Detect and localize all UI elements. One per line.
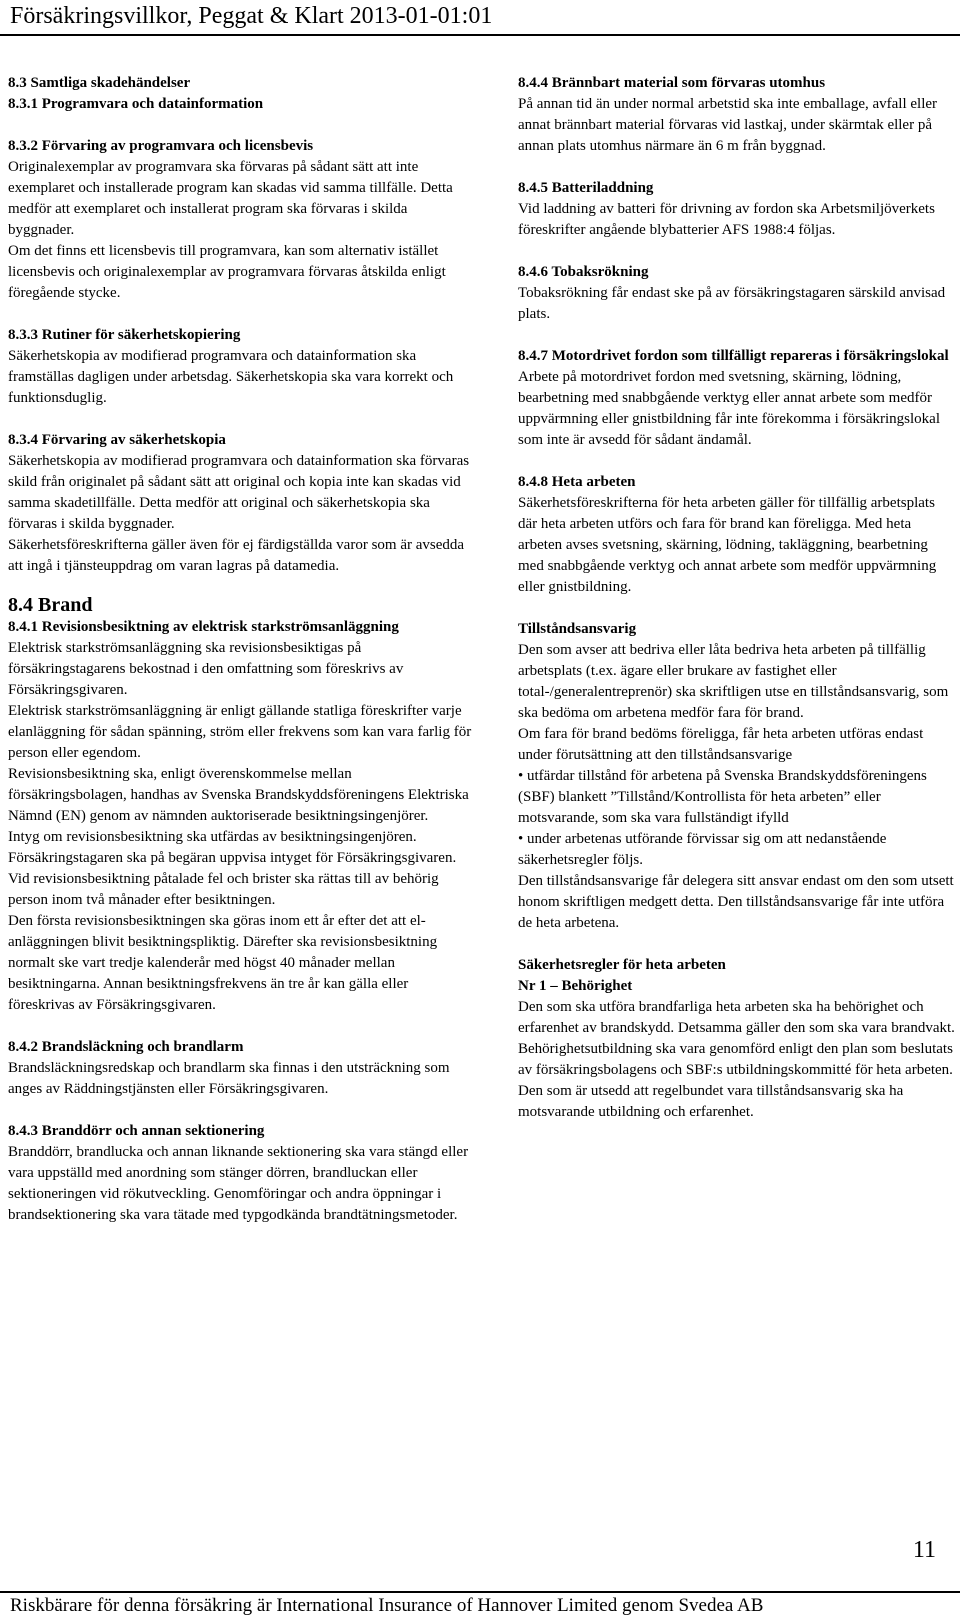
paragraph: • utfärdar tillstånd för arbetena på Svenska Brandskyddsföreningens (SBF) blankett ”Tillstånd/Kontrollista för heta arbeten” eller motsvarande, som ska vara fullständigt ifylld [518,768,927,826]
section-heading: 8.4.5 Batteriladdning [518,180,654,196]
section-heading: 8.4.2 Brandsläckning och brandlarm [8,1039,244,1055]
paragraph: På annan tid än under normal arbetstid ska inte emballage, avfall eller annat brännbart material förvaras vid lastkaj, under skärmtak eller på annan plats utomhus närmare än 6 m från byggnad. [518,96,938,154]
paragraph: Tobaksrökning får endast ske på av försäkringstagaren särskild anvisad plats. [518,285,946,322]
page-header: Försäkringsvillkor, Peggat & Klart 2013-01-01:01 [10,3,493,29]
page-number: 11 [912,1537,936,1563]
paragraph: Säkerhetsföreskrifterna gäller även för ej färdigställda varor som är avsedda att ingå i tjänsteuppdrag om varan lagras på datamedia. [8,537,465,574]
section-heading: 8.3.2 Förvaring av programvara och licensbevis [8,138,314,154]
page-footer: Riskbärare för denna försäkring är International Insurance of Hannover Limited genom Svedea AB [10,1595,764,1616]
paragraph: Säkerhetsföreskrifterna för heta arbeten gäller för tillfällig arbetsplats där heta arbeten utförs och fara för brand kan föreligga. Med heta arbeten avses svetsning, skärning, lödning, takläggning, bearbetning med snabbgående verktyg och annat arbete som medför uppvärmning eller gnistbildning. [518,495,937,595]
paragraph: Den som ska utföra brandfarliga heta arbeten ska ha behörighet och erfarenhet av brandskydd. Detsamma gäller den som ska vara brandvakt. Behörighetsutbildning ska vara genomförd enligt den plan som beslutats av försäkringsbolagens och SBF:s utbildningskommitté för heta arbeten. Den som är utsedd att regelbundet vara tillståndsansvarig ska ha motsvarande utbildning och erfarenhet. [518,999,955,1120]
header-rule [0,34,960,36]
paragraph: Branddörr, brandlucka och annan liknande sektionering ska vara stängd eller vara uppställd med anordning som stänger dörren, brandluckan eller sektioneringen vid rökutveckling. Genomföringar och andra öppningar i brandsektionering ska vara tätade med typgodkända brandtätningsmetoder. [8,1144,469,1223]
section-heading: 8.3 Samtliga skadehändelser [8,75,191,91]
section-heading: 8.4.3 Branddörr och annan sektionering [8,1123,265,1139]
section-heading: 8.3.4 Förvaring av säkerhetskopia [8,432,226,448]
section-heading: 8.4.1 Revisionsbesiktning av elektrisk starkströmsanläggning [8,619,399,635]
paragraph: Originalexemplar av programvara ska förvaras på sådant sätt att inte exemplaret och installerade program kan skadas vid samma tillfälle. Detta medför att exemplaret och installerat program ska förvaras i skilda byggnader. [8,159,453,238]
paragraph: Elektrisk starkströmsanläggning ska revisionsbesiktigas på försäkringstagarens bekostnad i den omfattning som föreskrivs av Försäkringsgivaren. [8,640,404,698]
paragraph: Säkerhetskopia av modifierad programvara och datainformation ska framställas dagligen under arbetsdag. Säkerhetskopia ska vara korrekt och funktionsduglig. [8,348,454,406]
paragraph: Arbete på motordrivet fordon med svetsning, skärning, lödning, bearbetning med snabbgående verktyg eller annat arbete som medför uppvärmning eller gnistbildning får inte förekomma i försäkringslokal som inte är avsedd för sådant ändamål. [518,369,940,448]
section-heading: 8.4.8 Heta arbeten [518,474,636,490]
paragraph: Intyg om revisionsbesiktning ska utfärdas av besiktningsingenjören. Försäkringstagaren ska på begäran uppvisa intyget för Försäkringsgivaren. [8,829,457,866]
section-heading: Tillståndsansvarig [518,621,637,637]
right-column [518,73,955,1123]
paragraph: Om det finns ett licensbevis till programvara, kan som alternativ istället licensbevis och originalexemplar av programvara förvaras åtskilda enligt föregående stycke. [8,243,446,301]
section-heading: 8.4 Brand [8,594,93,616]
section-heading: Säkerhetsregler för heta arbeten [518,957,726,973]
section-heading: 8.4.7 Motordrivet fordon som tillfälligt repareras i försäkringslokal [518,348,949,364]
paragraph: Den som avser att bedriva eller låta bedriva heta arbeten på tillfällig arbetsplats (t.ex. ägare eller brukare av fastighet eller total-/generalentreprenör) ska skriftligen utse en tillståndsansvarig, som ska bedöma om arbetena medför fara för brand. [518,642,949,721]
left-column [8,73,473,1226]
section-heading: 8.3.3 Rutiner för säkerhetskopiering [8,327,241,343]
section-heading: 8.3.1 Programvara och datainformation [8,96,264,112]
paragraph: Säkerhetskopia av modifierad programvara och datainformation ska förvaras skild från originalet på sådant sätt att original och kopia inte kan skadas vid samma skadetillfälle. Detta medför att original och säkerhetskopia ska förvaras i skilda byggnader. [8,453,470,532]
paragraph: Vid revisionsbesiktning påtalade fel och brister ska rättas till av behörig person inom två månader efter besiktningen. [8,871,439,908]
paragraph: Vid laddning av batteri för drivning av fordon ska Arbetsmiljöverkets föreskrifter angående blybatterier AFS 1988:4 följas. [518,201,935,238]
footer-rule [0,1591,960,1593]
section-heading: Nr 1 – Behörighet [518,978,633,994]
paragraph: • under arbetenas utförande förvissar sig om att nedanstående säkerhetsregler följs. [518,831,887,868]
paragraph: Brandsläckningsredskap och brandlarm ska finnas i den utsträckning som anges av Räddningstjänsten eller Försäkringsgivaren. [8,1060,450,1097]
paragraph: Om fara för brand bedöms föreligga, får heta arbeten utföras endast under förutsättning att den tillståndsansvarige [518,726,924,763]
paragraph: Revisionsbesiktning ska, enligt överenskommelse mellan försäkringsbolagen, handhas av Svenska Brandskyddsföreningens Elektriska Nämnd (EN) genom av nämnden auktoriserade besiktningsingenjörer. [8,766,469,824]
section-heading: 8.4.4 Brännbart material som förvaras utomhus [518,75,826,91]
section-heading: 8.4.6 Tobaksrökning [518,264,649,280]
paragraph: Elektrisk starkströmsanläggning är enligt gällande statliga föreskrifter varje elanläggning för sådan spänning, ström eller frekvens som kan vara farlig för person eller egendom. [8,703,472,761]
paragraph: Den tillståndsansvarige får delegera sitt ansvar endast om den som utsett honom skriftligen medgett detta. Den tillståndsansvarige får inte utföra de heta arbetena. [518,873,954,931]
paragraph: Den första revisionsbesiktningen ska göras inom ett år efter det att el-anläggningen blivit besiktningspliktig. Därefter ska revisionsbesiktning normalt ske vart tredje kalenderår med högst 40 månader mellan besiktningarna. Annan besiktningsfrekvens än tre år kan gälla eller föreskrivas av Försäkringsgivaren. [8,913,438,1013]
